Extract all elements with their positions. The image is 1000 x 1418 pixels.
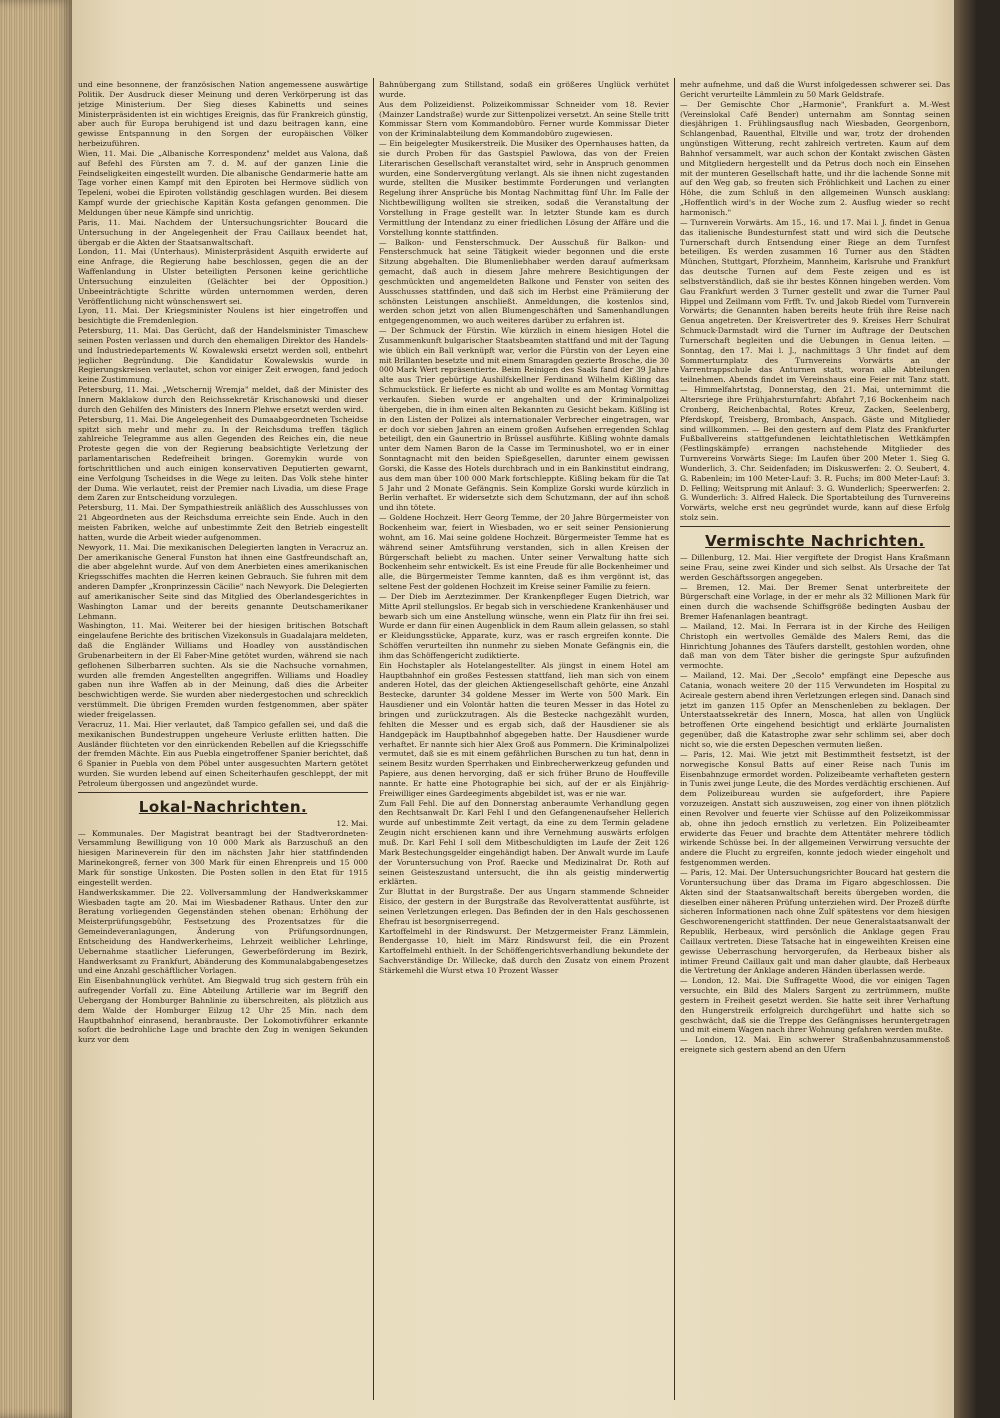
article-paragraph: — Dillenburg, 12. Mai. Hier vergiftete der Drogist Hans Kraßmann seine Frau, seine zwei Kinder und sich selbst. Als Ursache der Tat werden Geschäftssorgen angegeben. xyxy=(680,552,950,582)
article-paragraph: Petersburg, 11. Mai. „Wetschernij Wremja" meldet, daß der Minister des Innern Maklakow durch den Reichssekretär Krischanowski und dieser durch den Gehilfen des Ministers des Innern Plehwe ersetzt werden wird. xyxy=(78,385,368,414)
article-paragraph: Petersburg, 11. Mai. Die Angelegenheit des Dumaabgeordneten Tscheidse spitzt sich mehr und mehr zu. In der Reichsduma treffen täglich zahlreiche Telegramme aus allen Gegenden des Reiches ein, die neue Proteste gegen die von der Regierung beabsichtigte Verletzung der parlamentarischen Redefreiheit bringen. Goremykin wurde von fortschrittlichen und auch einigen konservativen Deputierten gewarnt, eine Verfolgung Tscheidses in die Wege zu leiten. Das Volk stehe hinter der Duma. Wie verlautet, reist der Premier nach Livadia, um diese Frage dem Zaren zur Entscheidung vorzulegen. xyxy=(78,414,368,503)
article-paragraph: mehr aufnehme, und daß die Wurst infolgedessen schwerer sei. Das Gericht verurteilte Lämmlein zu 50 Mark Geldstrafe. xyxy=(680,80,950,99)
article-paragraph: Zur Bluttat in der Burgstraße. Der aus Ungarn stammende Schneider Eisico, der gestern in der Burgstraße das Revolverattentat ausführte, ist seinen Verletzungen erlegen. Das Befinden der in den Hals geschossenen Ehefrau ist besorgniserregend. xyxy=(379,887,669,926)
article-paragraph: — Der Schmuck der Fürstin. Wie kürzlich in einem hiesigen Hotel die Zusammenkunft bulgarischer Staatsbeamten stattfand und mit der Tagung wie üblich ein Ball verknüpft war, verlor die Fürstin von der Leyen eine mit Brillanten besetzte und mit einem Smaragden gezierte Brosche, die 30 000 Mark Wert repräsentierte. Beim Reinigen des Saals fand der 39 Jahre alte aus Trier gebürtige Aushilfskellner Ferdinand Wilhelm Kißling das Schmuckstück. Er lieferte es nicht ab und wollte es am Montag Vormittag verkaufen. Sieben wurde er angehalten und der Kriminalpolizei übergeben, die in ihm einen alten Bekannten zu Gesicht bekam. Kißling ist in den Listen der Polizei als internationaler Verbrecher eingetragen, war er doch vor sieben Jahren an einem großen Aufsehen erregenden Schlag beteiligt, den ein Gaunertrio in Brüssel ausführte. Kißling wohnte damals unter dem Namen Baron de la Casse im Terminushotel, wo er in einer Sonntagnacht mit den beiden Spießgesellen, darunter einem gewissen Gorski, die Kasse des Hotels durchbrach und in ein Bankinstitut eindrang, aus dem man über 100 000 Mark fortschleppte. Kißling bekam für die Tat 5 Jahr und 2 Monate Gefängnis. Sein Komplize Gorski wurde kürzlich in Berlin verhaftet. Er widersetzte sich dem Schutzmann, der auf ihn schoß und ihn tötete. xyxy=(379,326,669,513)
article-paragraph: — Kommunales. Der Magistrat beantragt bei der Stadtverordneten-Versammlung Bewilligung von 10 000 Mark als Barzuschuß an den hiesigen Marineverein für den im nächsten Jahr hier stattfindenden Marinekongreß, ferner von 300 Mark für einen Ehrenpreis und 15 000 Mark für sonstige Unkosten. Die Posten sollen in den Etat für 1915 eingestellt werden. xyxy=(78,828,368,887)
section-heading-vermischt: Vermischte Nachrichten. xyxy=(705,531,925,550)
article-paragraph: — Mailand, 12. Mai. Der „Secolo" empfängt eine Depesche aus Catania, wonach weitere 20 der 115 Verwundeten im Hospital zu Acireale gestern abend ihren Verletzungen erlegen sind. Danach sind jetzt im ganzen 115 Opfer an Menschenleben zu beklagen. Der Unterstaatssekretär des Innern, Mosca, hat allen von Unglück betroffenen Orte eingehend besichtigt und erklärte Journalisten gegenüber, daß die Katastrophe zwar sehr schlimm sei, aber doch nicht so, wie die ersten Depeschen vermuten ließen. xyxy=(680,671,950,749)
column-1 xyxy=(78,80,368,1398)
article-paragraph: Wien, 11. Mai. Die „Albanische Korrespondenz" meldet aus Valona, daß auf Befehl des Fürsten am 7. d. M. auf der ganzen Linie die Feindseligkeiten eingestellt wurden. Die albanische Gendarmerie hatte am Tage vorher einen Kampf mit den Epiroten bei Hermove südlich von Tepeleni, wobei die Epiroten vollständig geschlagen wurden. Bei diesem Kampf wurde der griechische Kapitän Kosta gefangen genommen. Die Meldungen über neue Kämpfe sind unrichtig. xyxy=(78,148,368,217)
column-2 xyxy=(379,80,669,1398)
article-paragraph: — Bremen, 12. Mai. Der Bremer Senat unterbreitete der Bürgerschaft eine Vorlage, in der er mehr als 32 Millionen Mark für einen durch die wachsende Schiffsgröße bedingten Ausbau der Bremer Hafenanlagen beantragt. xyxy=(680,582,950,622)
column-rule xyxy=(373,78,374,1400)
article-paragraph: — Balkon- und Fensterschmuck. Der Ausschuß für Balkon- und Fensterschmuck hat seine Tätigkeit wieder begonnen und die erste Sitzung abgehalten. Die Blumenliebhaber werden darauf aufmerksam gemacht, daß auch in diesem Jahre mehrere Besichtigungen der geschmückten und angemeldeten Balkone und Fenster von seiten des Ausschusses stattfinden, und daß sich im Herbst eine Prämiierung der schönsten Leistungen anschließt. Anmeldungen, die kostenlos sind, werden schon jetzt von allen Blumengeschäften und Samenhandlungen entgegengenommen, wo auch weiteres darüber zu erfahren ist. xyxy=(379,237,669,326)
article-paragraph: — London, 12. Mai. Die Suffragette Wood, die vor einigen Tagen versuchte, ein Bild des Malers Sargent zu zertrümmern, mußte gestern in Freiheit gesetzt werden. Sie hatte seit ihrer Verhaftung den Hungerstreik erfolgreich durchgeführt und hatte sich so geschwächt, daß sie die Treppe des Gefängnisses heruntergetragen und mit einem Wagen nach ihrer Wohnung gefahren werden mußte. xyxy=(680,976,950,1035)
article-paragraph: — Paris, 12. Mai. Der Untersuchungsrichter Boucard hat gestern die Voruntersuchung über das Drama im Figaro abgeschlossen. Die Akten sind der Staatsanwaltschaft bereits übergeben worden, die dieselben einer näheren Prüfung unterziehen wird. Der Prozeß dürfte sicheren Informationen nach ohne Zulf spätestens vor dem hiesigen Geschworenengericht stattfinden. Der neue Generalstaatsanwalt der Republik, Herbeaux, wird persönlich die Anklage gegen Frau Caillaux vertreten. Diese Tatsache hat in eingeweihten Kreisen eine gewisse Ueberraschung hervorgerufen, da Herbeaux bisher als intimer Freund Caillaux galt und man daher glaubte, daß Herbeaux die Vertretung der Anklage anderen Händen überlassen werde. xyxy=(680,867,950,976)
article-paragraph: — London, 12. Mai. Ein schwerer Straßenbahnzusammenstoß ereignete sich gestern abend an den Ufern xyxy=(680,1035,950,1055)
book-page-edges xyxy=(0,0,72,1418)
column-3 xyxy=(680,80,950,1398)
article-paragraph: Paris, 11. Mai. Nachdem der Untersuchungsrichter Boucard die Untersuchung in der Angelegenheit der Frau Caillaux beendet hat, übergab er die Akten der Staatsanwaltschaft. xyxy=(78,217,368,247)
article-paragraph: — Turnverein Vorwärts. Am 15., 16. und 17. Mai l. J. findet in Genua das italienische Bundesturnfest statt und wird sich die Deutsche Turnerschaft durch Entsendung einer Riege an dem Turnfest beteiligen. Es werden zusammen 16 Turner aus den Städten München, Stuttgart, Pforzheim, Mannheim, Karlsruhe und Frankfurt das deutsche Turnen auf dem Feste zeigen und es ist selbstverständlich, daß sie ihr bestes Können hingeben werden. Vom Gau Frankfurt werden 3 Turner gestellt und zwar die Turner Paul Hippel und Zeilmann vom Frfft. Tv. und Jakob Riedel vom Turnverein Vorwärts; die Genannten haben bereits heute früh ihre Reise nach Genua angetreten. Der Kreisvertreter des 9. Kreises Herr Schulrat Schmuck-Darmstadt wird die Turner im Auftrage der Deutschen Turnerschaft begleiten und die Uebungen in Genua leiten. — Sonntag, den 17. Mai l. J., nachmittags 3 Uhr findet auf dem Sommerturnplatz des Turnvereins Vorwärts an der Varrentrappschule das Anturnen statt, woran alle Abteilungen teilnehmen. Abends findet im Vereinshaus eine Feier mit Tanz statt. — Himmelfahrtstag, Donnerstag, den 21. Mai, unternimmt die Altersriege ihre Frühjahrsturnfahrt: Abfahrt 7,16 Bockenheim nach Cronberg, Reichenbachtal, Rotes Kreuz, Zacken, Seelenberg, Pferdskopf, Treisberg, Brombach, Anspach. Gäste und Mitglieder sind willkommen. — Bei den gestern auf dem Platz des Frankfurter Fußballvereins stattgefundenen leichtathletischen Wettkämpfen (Festlingskämpfe) errangen nachstehende Mitglieder des Turnvereins Vorwärts Siege: Im Laufen über 200 Meter 1. Sieg G. Wunderlich, 3. Chr. Seidenfaden; im Diskuswerfen: 2. O. Seubert, 4. G. Rabenlein; im 100 Meter-Lauf: 3. R. Fuchs; im 800 Meter-Lauf: 3. D. Felling; Weitsprung mit Anlauf: 3. G. Wunderlich; Speerwerfen: 2. G. Wunderlich: 3. Alfred Haleck. Die Sportabteilung des Turnvereins Vorwärts, welche erst neu gegründet wurde, kann auf diese Erfolg stolz sein. xyxy=(680,217,950,523)
column-rule xyxy=(674,78,675,1400)
article-paragraph: Lyon, 11. Mai. Der Kriegsminister Noulens ist hier eingetroffen und besichtigte die Fremdenlegion. xyxy=(78,306,368,326)
article-paragraph: Veracruz, 11. Mai. Hier verlautet, daß Tampico gefallen sei, und daß die mexikanischen Bundestruppen ungeheure Verluste erlitten hatten. Die Ausländer flüchteten vor den einrückenden Rebellen auf die Kriegsschiffe der fremden Mächte. Ein aus Puebla eingetroffener Spanier berichtet, daß 6 Spanier in Puebla von dem Pöbel unter ausgesuchten Martern getötet wurden. Sie wurden lebend auf einen Scheiterhaufen geschleppt, der mit Petroleum übergossen und angezündet wurde. xyxy=(78,719,368,788)
article-paragraph: Ein Eisenbahnunglück verhütet. Am Biegwald trug sich gestern früh ein aufregender Vorfall zu. Eine Abteilung Artillerie war im Begriff den Uebergang der Homburger Bahnlinie zu überschreiten, als plötzlich aus dem Walde der Homburger Eilzug 12 Uhr 25 Min. nach dem Hauptbahnhof einrasend, heranbrauste. Der Lokomotivführer erkannte sofort die bedrohliche Lage und brachte den Zug in wenigen Sekunden kurz vor dem xyxy=(78,976,368,1045)
page-binding-shadow xyxy=(954,0,977,1418)
article-paragraph: Petersburg, 11. Mai. Der Sympathiestreik anläßlich des Ausschlusses von 21 Abgeordneten aus der Reichsduma erreichte sein Ende. Auch in den meisten Fabriken, welche auf unbestimmte Zeit den Betrieb eingestellt hatten, wurde die Arbeit wieder aufgenommen. xyxy=(78,503,368,542)
article-paragraph: Kartoffelmehl in der Rindswurst. Der Metzgermeister Franz Lämmlein, Bendergasse 10, hielt im März Rindswurst feil, die ein Prozent Kartoffelmehl enthielt. In der Schöffengerichtsverhandlung bekundete der Sachverständige Dr. Willecke, daß durch den Zusatz von einem Prozent Stärkemehl die Wurst etwa 10 Prozent Wasser xyxy=(379,926,669,975)
article-paragraph: Washington, 11. Mai. Weiterer bei der hiesigen britischen Botschaft eingelaufene Berichte des britischen Vizekonsuls in Guadalajara meldeten, daß die Engländer Williams und Hoadley von ausständischen Grubenarbeitern in der El Faber-Mine getötet wurden, während sie nach geflohenen Silberbarren suchten. Als sie die Nachsuche vornahmen, wurden alle fremden Angestellten angegriffen. Williams und Hoadley gaben nun ihre Waffen ab in der Meinung, daß dies die Arbeiter beschwichtigen werde. Sie wurden aber niedergestochen und schrecklich verstümmelt. Die übrigen Fremden wurden festgenommen, aber später wieder freigelassen. xyxy=(78,621,368,719)
newspaper-page xyxy=(72,0,977,1418)
dateline: 12. Mai. xyxy=(336,818,368,828)
article-paragraph: und eine besonnene, der französischen Nation angemessene auswärtige Politik. Der Ausdruck dieser Meinung und deren Verkörperung ist das jetzige Ministerium. Der Sieg dieses Kabinetts und seines Ministerpräsidenten ist ein wichtiges Ereignis, das für Frankreich günstig, aber auch für Europa beruhigend ist und dazu beitragen kann, eine gewisse Entspannung in den Sorgen der europäischen Völker herbeizuführen. xyxy=(78,80,368,149)
article-paragraph: Bahnübergang zum Stillstand, sodaß ein größeres Unglück verhütet wurde. xyxy=(379,80,669,99)
article-paragraph: Zum Fall Fehl. Die auf den Donnerstag anberaumte Verhandlung gegen den Rechtsanwalt Dr. Karl Fehl I und den Gefangenenaufseher Hellerich wurde auf unbestimmte Zeit vertagt, da eine zu dem Termin geladene Zeugin nicht erschienen kann und ihre Vernehmung auswärts erfolgen muß. Dr. Karl Fehl I soll dem Mitbeschuldigten im Laufe der Zeit 126 Mark Bestechungsgelder eingehändigt haben. Der Anwalt wurde im Laufe der Voruntersuchung von Prof. Raecke und Medizinalrat Dr. Roth auf seinen Geisteszustand untersucht, die ihn als geistig minderwertig erklärten. xyxy=(379,798,669,887)
article-paragraph: — Der Dieb im Aerztezimmer. Der Krankenpfleger Eugen Dietrich, war Mitte April stellungslos. Er begab sich in verschiedene Krankenhäuser und bewarb sich um eine Anstellung wünsche, wenn ein Platz für ihn frei sei. Wurde er dann für einen Augenblick in dem Raum allein gelassen, so stahl er Kleidungsstücke, Apparate, kurz, was er rasch ergreifen konnte. Die Schöffen verurteilten ihn nunmehr zu sieben Monate Gefängnis ein, die ihm das Schöffengericht zudiktierte. xyxy=(379,591,669,660)
section-divider xyxy=(680,526,950,527)
article-paragraph: — Der Gemischte Chor „Harmonie", Frankfurt a. M.-West (Vereinslokal Café Bender) unternahm am Sonntag seinen diesjährigen 1. Frühlingsausflug nach Wiesbaden, Georgenborn, Schlangenbad, Rauenthal, Eltville und war, trotz der drohenden ungünstigen Witterung, recht zahlreich vertreten. Kaum auf dem Bahnhof versammelt, war auch schon der Kontakt zwischen Gästen und Mitgliedern hergestellt und da Petrus doch noch ein Einsehen mit der munteren Gesellschaft hatte, und ihr die lachende Sonne mit auf den Weg gab, so freuten sich Fröhlichkeit und Lachen zu einer Höhe, die zum Schluß in den allgemeinen Wunsch ausklang: „Hoffentlich wird's in der Woche zum 2. Ausflug wieder so recht harmonisch." xyxy=(680,99,950,217)
section-heading-lokal: Lokal-Nachrichten. xyxy=(138,797,308,816)
article-paragraph: Handwerkskammer. Die 22. Vollversammlung der Handwerkskammer Wiesbaden tagte am 20. Mai im Wiesbadener Rathaus. Unter den zur Beratung vorliegenden Gegenständen stehen obenan: Erhöhung der Meisterprüfungsgebühr, Festsetzung des Prozentsatzes für die Gemeindeveranlagungen, Änderung von Prüfungsordnungen, Entscheidung des Handwerkerheims, Lehrzeit weiblicher Lehrlinge, Uebernahme staatlicher Lieferungen, Gewerbeförderung im Bezirk, Handwerksamt zu Frankfurt, Abänderung des Kommunalabgabengesetzes und eine Anzahl geschäftlicher Vorlagen. xyxy=(78,887,368,976)
article-paragraph: Aus dem Polizeidienst. Polizeikommissar Schneider vom 18. Revier (Mainzer Landstraße) wurde zur Sittenpolizei versetzt. An seine Stelle tritt Kommissar Stern vom Kommandobüro. Ferner wurde Kommissar Dieter von der Kriminalabteilung dem Kommandobüro zugewiesen. xyxy=(379,99,669,139)
article-paragraph: Ein Hochstapler als Hotelangestellter. Als jüngst in einem Hotel am Hauptbahnhof ein großes Festessen stattfand, lieh man sich von einem anderen Hotel, das der gleichen Aktiengesellschaft gehörte, eine Anzahl Bestecke, darunter 34 goldene Messer im Werte von 500 Mark. Ein Hausdiener und ein Volontär hatten die teuren Messer in das Hotel zu bringen und zurückzutragen. Als die Bestecke nachgezählt wurden, fehlten die Messer und es ergab sich, daß der Hausdiener sie als Handgepäck im Hauptbahnhof abgegeben hatte. Der Hausdiener wurde verhaftet. Er nannte sich hier Alex Groß aus Pommern. Die Kriminalpolizei vermutet, daß sie es mit einem gefährlichen Burschen zu tun hat, denn in seinem Besitz wurden Sperrhaken und Einbrecherwerkzeug gefunden und Papiere, aus denen hervorging, daß er sich früher Bruno de Houffeville nannte. Er hatte eine Photographie bei sich, auf der er als Einjährig-Freiwilliger eines Gardeegiments abgebildet ist, was er nie war. xyxy=(379,660,669,798)
section-divider xyxy=(78,792,368,793)
article-paragraph: Newyork, 11. Mai. Die mexikanischen Delegierten langten in Veracruz an. Der amerikanische General Funston hat ihnen eine Gastfreundschaft an, die aber abgelehnt wurde. Auf von dem Anerbieten eines amerikanischen Kriegsschiffes machten die Herren keinen Gebrauch. Sie fuhren mit dem anderen Dampfer „Kronprinzessin Cäcilie" nach Newyork. Die Delegierten auf amerikanischer Seite sind das Mitglied des Oberlandesgerichtes in Washington Lamar und der bereits genannte Deutschamerikaner Lehmann. xyxy=(78,542,368,621)
article-paragraph: Petersburg, 11. Mai. Das Gerücht, daß der Handelsminister Timaschew seinen Posten verlassen und durch den ehemaligen Direktor des Handels- und Industriedepartements W. Kowalewski ersetzt werden soll, entbehrt jeglicher Begründung. Die Kandidatur Kowalewskis wurde in Regierungskreisen verlautet, schon vor einiger Zeit erwogen, fand jedoch keine Zustimmung. xyxy=(78,326,368,385)
article-paragraph: — Paris, 12. Mai. Wie jetzt mit Bestimmtheit festsetzt, ist der norwegische Konsul Batts auf einer Reise nach Tunis im Eisenbahnzuge ermordet worden. Polizeibeamte verhafteten gestern in Tunis zwei junge Leute, die des Mordes verdächtig erschienen. Auf dem Polizeibureau wurden sie aufgefordert, ihre Papiere vorzuzeigen. Anstatt sich auszuweisen, zog einer von ihnen plötzlich einen Revolver und feuerte vier Schüsse auf den Polizeikommissar ab, ohne ihn jedoch ernstlich zu verletzen. Ein Polizeibeamter erwiderte das Feuer und brachte dem Attentäter mehrere tödlich wirkende Schüsse bei. In der allgemeinen Verwirrung versuchte der andere die Flucht zu ergreifen, konnte jedoch wieder eingeholt und festgenommen werden. xyxy=(680,749,950,868)
article-paragraph: — Ein beigelegter Musikerstreik. Die Musiker des Opernhauses hatten, da sie durch Proben für das Gastspiel Pawlowa, das von der Freien Literarischen Gesellschaft veranstaltet wird, sehr in Anspruch genommen wurden, eine Sondervergütung verlangt. Als sie ihnen nicht zugestanden wurde, stellten die Musiker bestimmte Forderungen und verlangten Regelung ihrer Ansprüche bis Montag Nachmittag fünf Uhr. Im Falle der Nichtbewilligung wollten sie streiken, sodaß die Veranstaltung der Vorstellung in Frage gestellt war. In letzter Stunde kam es durch Vermittlung der Intendanz zu einer friedlichen Lösung der Affäre und die Vorstellung konnte stattfinden. xyxy=(379,139,669,237)
article-paragraph: — Mailand, 12. Mai. In Ferrara ist in der Kirche des Heiligen Christoph ein wertvolles Gemälde des Malers Remi, das die Hinrichtung Johannes des Täufers darstellt, gestohlen worden, ohne daß man von dem Täter bisher die geringste Spur aufzufinden vermochte. xyxy=(680,621,950,671)
article-paragraph: — Goldene Hochzeit. Herr Georg Temme, der 20 Jahre Bürgermeister von Bockenheim war, feiert in Wiesbaden, wo er seit seiner Pensionierung wohnt, am 16. Mai seine goldene Hochzeit. Bürgermeister Temme hat es während seiner Amtsführung verstanden, sich in allen Kreisen der Bürgerschaft beliebt zu machen. Unter seiner Verwaltung hatte sich Bockenheim sehr entwickelt. Es ist eine Freude für alle Bockenheimer und alle, die Bürgermeister Temme kannten, daß es ihm vergönnt ist, das seltene Fest der goldenen Hochzeit im Kreise seiner Familie zu feiern. xyxy=(379,513,669,592)
article-paragraph: London, 11. Mai (Unterhaus). Ministerpräsident Asquith erwiderte auf eine Anfrage, die Regierung habe beschlossen, gegen die an der Waffenlandung in Ulster beteiligten Personen keine gerichtliche Untersuchung einzuleiten (Gelächter bei der Opposition.) Unbeeinträchtigte Schritte würden unternommen werden, deren Veröffentlichung nicht wünschenswert sei. xyxy=(78,247,368,306)
